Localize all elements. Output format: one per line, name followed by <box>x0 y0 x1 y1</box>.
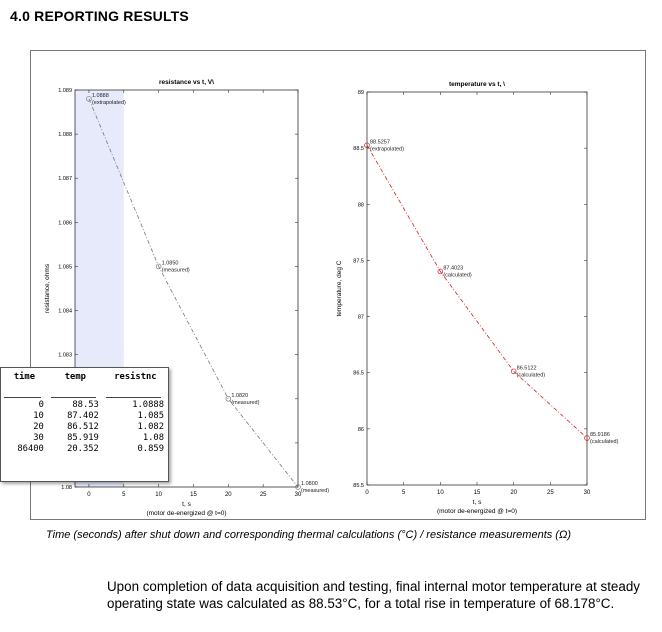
temperature-chart-y-tick-label: 86 <box>357 426 364 433</box>
cell-time: 30 <box>33 433 44 443</box>
temperature-chart-y-tick-label: 88 <box>357 202 364 209</box>
cell-temp: 86.512 <box>67 422 99 432</box>
table-row <box>1 422 168 433</box>
table-header-row <box>1 368 168 394</box>
temperature-chart-y-tick-label: 86.5 <box>353 370 364 377</box>
resistance-chart-x-tick-label: 0 <box>87 492 91 498</box>
cell-time: 0 <box>38 400 44 410</box>
resistance-chart-y-tick-label: 1.085 <box>58 264 72 271</box>
resistance-chart-data-note: (extrapolated) <box>91 99 126 106</box>
temperature-chart-data-note: (calculated) <box>516 372 546 379</box>
temperature-chart-y-tick-label: 87 <box>357 314 364 321</box>
temperature-chart-data-note: (calculated) <box>443 272 472 279</box>
resistance-chart-data-label: 1.0800 <box>301 481 318 487</box>
cell-temp: 87.402 <box>67 411 99 421</box>
resistance-chart-data-note: (measured) <box>231 399 260 406</box>
table-row <box>1 411 168 422</box>
table-row <box>1 433 168 444</box>
section-heading: 4.0 REPORTING RESULTS <box>10 8 189 24</box>
temperature-chart-x-tick-label: 15 <box>473 490 481 496</box>
resistance-chart-y-axis-label: resistance, ohms <box>44 263 51 314</box>
resistance-chart-data-label: 1.0888 <box>91 92 109 99</box>
column-header-time: time <box>13 372 36 382</box>
cell-time: 86400 <box>17 444 44 454</box>
resistance-chart-x-tick-label: 10 <box>155 492 162 498</box>
resistance-chart-x-tick-label: 20 <box>224 492 232 498</box>
cell-temp: 88.53 <box>72 400 99 410</box>
cell-time: 10 <box>33 411 44 421</box>
temperature-chart-x-tick-label: 20 <box>510 490 518 496</box>
data-table <box>0 367 169 482</box>
cell-resistance: 1.082 <box>137 422 164 432</box>
cell-resistance: 1.08 <box>142 433 164 443</box>
temperature-chart-data-label: 85.9186 <box>590 431 610 438</box>
resistance-chart-x-tick-label: 15 <box>190 492 197 498</box>
temperature-chart-x-tick-label: 30 <box>583 490 591 496</box>
resistance-chart-data-label: 1.0820 <box>231 392 249 399</box>
resistance-chart-x-axis-sublabel: (motor de-energized @ t=0) <box>146 510 227 517</box>
figure-caption: Time (seconds) after shut down and corresponding thermal calculations (°C) / resistance measurements (Ω) <box>46 529 571 541</box>
resistance-chart-data-note: (measured) <box>301 488 330 494</box>
temperature-chart-data-point <box>511 369 516 374</box>
temperature-chart-x-axis-label: t, s <box>472 499 482 506</box>
temperature-chart-x-tick-label: 5 <box>401 490 406 496</box>
resistance-chart-x-tick-label: 30 <box>294 492 302 498</box>
temperature-chart-y-tick-label: 89 <box>357 90 364 96</box>
temperature-chart-title: temperature vs t, \ <box>449 81 505 88</box>
column-header-resistance: resistnc <box>114 372 157 382</box>
temperature-chart-y-axis-label: temperature, deg C <box>336 260 343 317</box>
cell-resistance: 1.085 <box>137 411 164 421</box>
resistance-chart-data-label: 1.0850 <box>161 260 179 267</box>
resistance-chart-y-tick-label: 1.083 <box>58 352 72 359</box>
body-paragraph: Upon completion of data acquisition and testing, final internal motor temperature at steady operating state was calculated as 88.53°C, for a total rise in temperature of 68.178°C. <box>107 579 640 611</box>
cell-resistance: 1.0888 <box>132 400 164 410</box>
temperature-chart-x-tick-label: 10 <box>436 490 444 496</box>
cell-resistance: 0.859 <box>137 444 164 454</box>
temperature-chart-x-tick-label: 0 <box>365 490 369 496</box>
temperature-chart-data-label: 88.5257 <box>370 139 390 146</box>
temperature-chart-data-note: (calculated) <box>590 438 619 445</box>
table-row <box>1 444 168 455</box>
resistance-chart-data-note: (measured) <box>161 267 190 274</box>
resistance-chart-x-tick-label: 25 <box>259 492 267 498</box>
temperature-chart-y-tick-label: 88.5 <box>353 146 364 153</box>
resistance-chart-x-axis-label: t, s <box>182 501 191 508</box>
temperature-chart-data-note: (extrapolated) <box>370 146 404 153</box>
resistance-chart-y-tick-label: 1.084 <box>58 308 72 315</box>
temperature-chart-y-tick-label: 87.5 <box>353 258 364 265</box>
temperature-chart-y-tick-label: 85.5 <box>353 483 364 489</box>
resistance-chart-y-tick-label: 1.089 <box>58 88 72 94</box>
resistance-chart-x-tick-label: 5 <box>122 492 126 498</box>
resistance-chart-title: resistance vs t, V\ <box>159 79 214 86</box>
table-row <box>1 400 168 411</box>
cell-temp: 20.352 <box>67 444 99 454</box>
cell-temp: 85.919 <box>67 433 99 443</box>
temperature-chart-x-axis-sublabel: (motor de-energized @ t=0) <box>436 508 518 515</box>
temperature-chart-data-label: 86.5122 <box>516 365 537 372</box>
temperature-chart-x-tick-label: 25 <box>546 490 554 496</box>
cell-time: 20 <box>33 422 44 432</box>
column-header-temp: temp <box>64 372 86 382</box>
resistance-chart-y-tick-label: 1.088 <box>58 132 72 139</box>
resistance-chart-y-tick-label: 1.08 <box>61 485 72 491</box>
resistance-chart-y-tick-label: 1.087 <box>58 176 72 183</box>
temperature-chart-series-line <box>367 145 587 438</box>
resistance-chart-data-point <box>226 396 231 401</box>
resistance-chart-y-tick-label: 1.086 <box>58 220 72 227</box>
temperature-chart-data-label: 87.4023 <box>443 265 464 272</box>
